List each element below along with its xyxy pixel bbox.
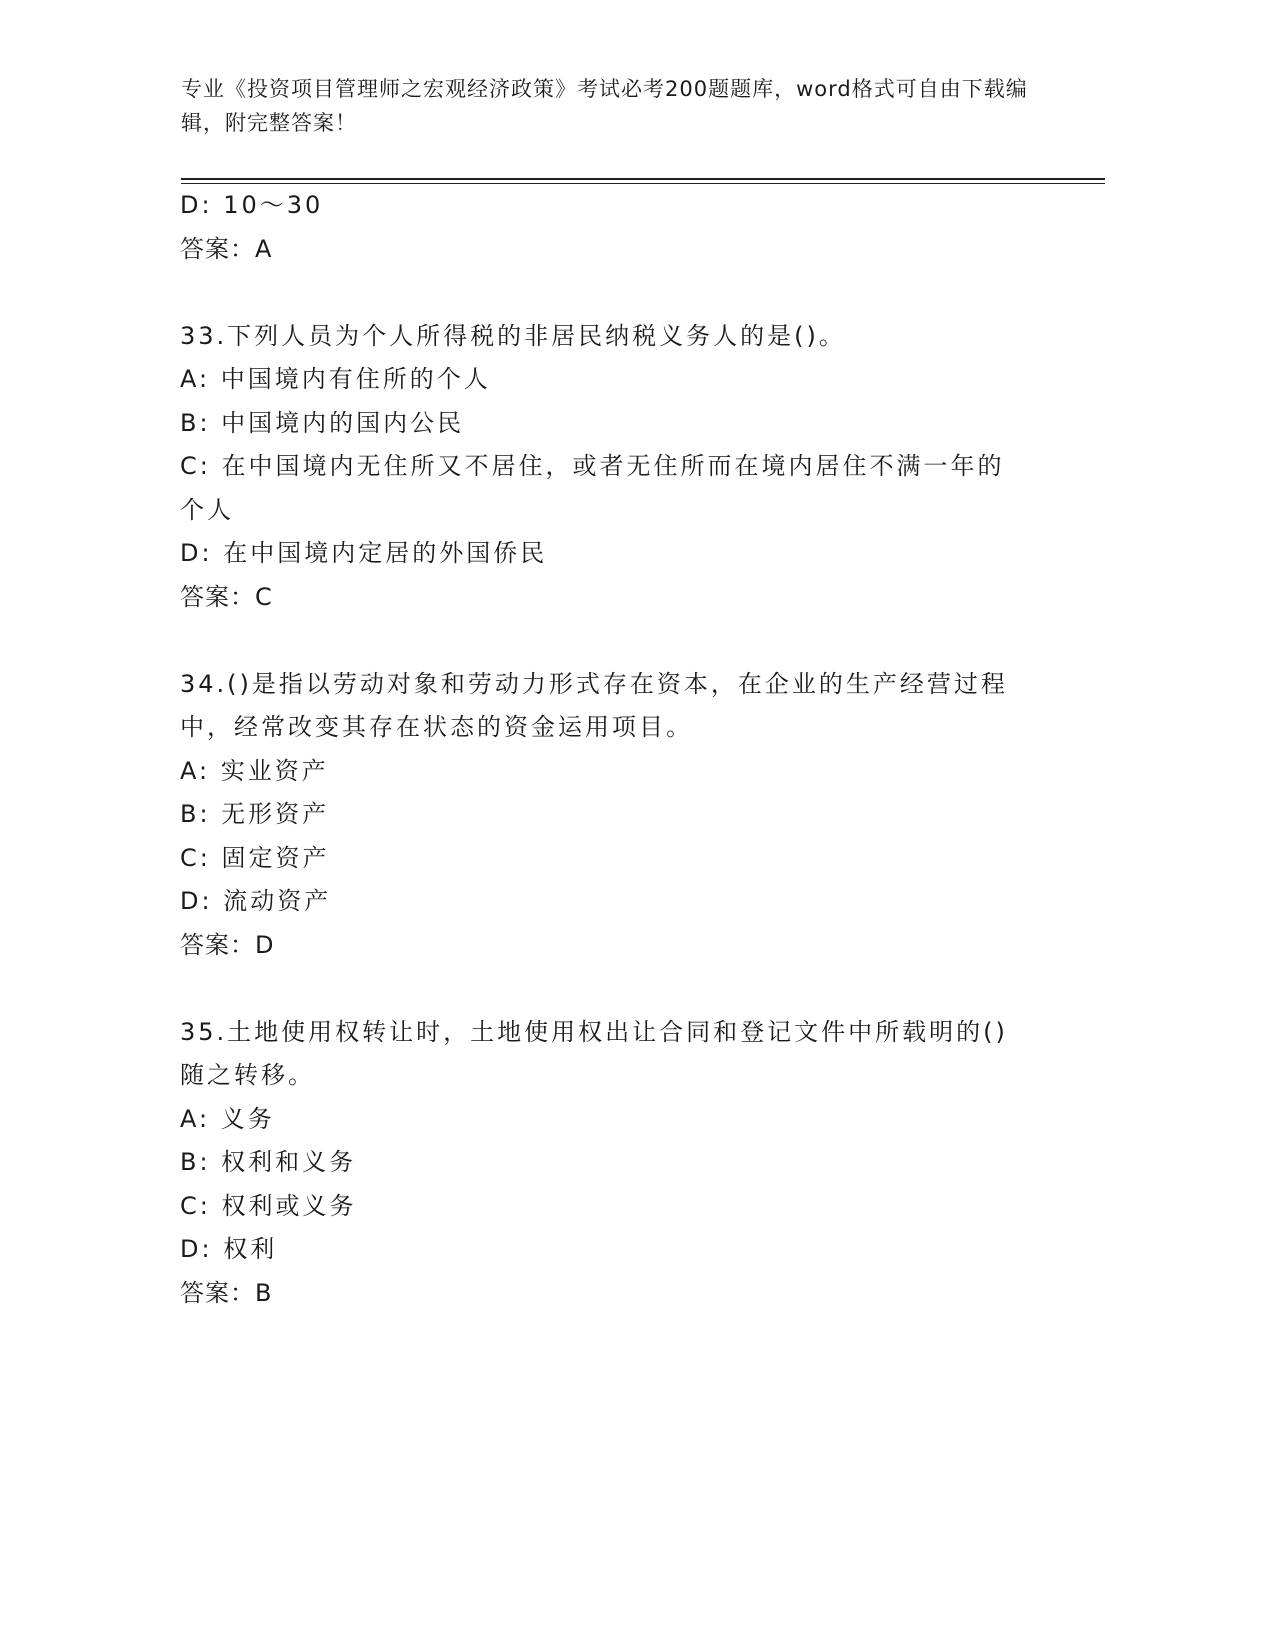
answer: 答案：D [180,930,275,959]
question-stem: 33.下列人员为个人所得税的非居民纳税义务人的是()。 [180,321,846,350]
option-c: C: 在中国境内无住所又不居住，或者无住所而在境内居住不满一年的个人 [180,452,1005,524]
option-b: B: 无形资产 [180,800,330,828]
answer: 答案：B [180,1278,273,1307]
option-d: D: 权利 [180,1235,278,1263]
prev-question-option-d: D: 10～30 [180,191,324,219]
spacer [180,619,1060,663]
option-d: D: 流动资产 [180,887,332,915]
question-stem: 35.土地使用权转让时，土地使用权出让合同和登记文件中所载明的()随之转移。 [180,1017,1008,1089]
question-34 [180,663,1030,968]
option-a: A: 中国境内有住所的个人 [180,365,491,393]
option-b: B: 权利和义务 [180,1148,357,1176]
option-c: C: 权利或义务 [180,1191,357,1220]
spacer [180,271,1060,315]
header-text: 专业《投资项目管理师之宏观经济政策》考试必考200题题库，word格式可自由下载编辑，附完整答案！ [181,77,1028,135]
option-b: B: 中国境内的国内公民 [180,408,465,437]
question-list [180,184,1060,1315]
document-header [181,72,1061,140]
prev-question-answer: 答案：A [180,234,273,263]
question-stem: 34.()是指以劳动对象和劳动力形式存在资本，在企业的生产经营过程中，经常改变其存在状态的资金运用项目。 [180,669,1008,741]
option-a: A: 实业资产 [180,756,329,785]
question-33 [180,315,1030,620]
option-d: D: 在中国境内定居的外国侨民 [180,539,548,567]
header-divider-thick [181,178,1105,180]
option-c: C: 固定资产 [180,843,330,872]
question-35 [180,1011,1030,1316]
option-a: A: 义务 [180,1104,275,1133]
spacer [180,967,1060,1011]
answer: 答案：C [180,582,273,611]
